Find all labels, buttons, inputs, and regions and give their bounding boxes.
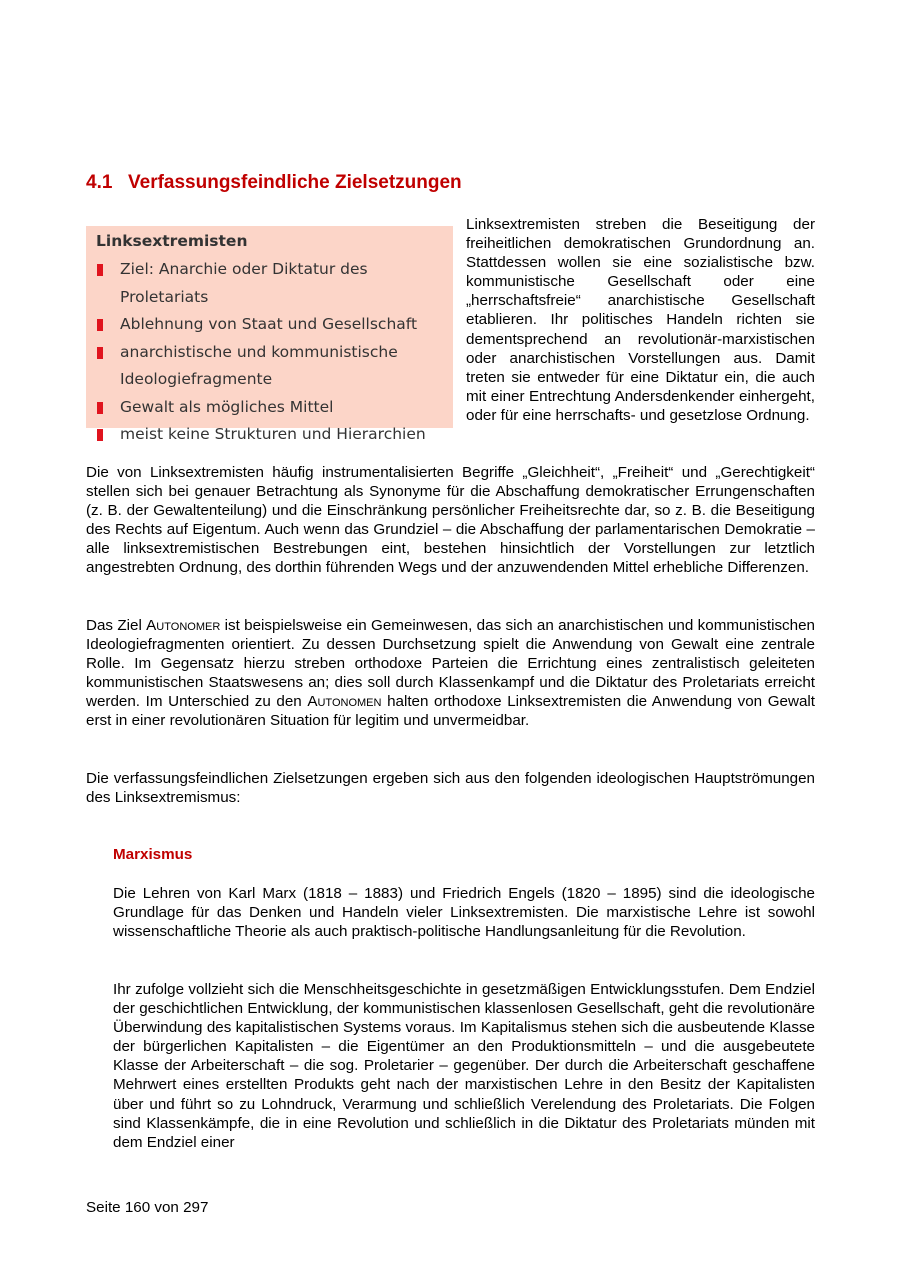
bullet-icon bbox=[97, 319, 103, 331]
bullet-icon bbox=[97, 429, 103, 441]
bullet-icon bbox=[97, 402, 103, 414]
body-paragraph-2: Das Ziel Autonomer ist beispielsweise ein Gemeinwesen, das sich an anarchistischen und kommunistischen Ideologiefragmenten orientiert. Zu dessen Durchsetzung spielt die Anwendung von Gewalt eine zentrale Rolle. Im Gegensatz hierzu streben orthodoxe Parteien die Errichtung eines zentralistisch geleiteten kommunistischen Staatswesens an; dies soll durch Klassenkampf und die Diktatur des Proletariats erreicht werden. Im Unterschied zu den Autonomen halten orthodoxe Linksextremisten die Anwendung von Gewalt erst in einer revolutionären Situation für legitim und unvermeidbar. bbox=[86, 617, 816, 730]
summary-item: meist keine Strukturen und Hierarchien bbox=[96, 421, 443, 449]
summary-list bbox=[96, 256, 443, 449]
body-paragraph-3: Die verfassungsfeindlichen Zielsetzungen ergeben sich aus den folgenden ideologischen Hauptströmungen des Linksextremismus: bbox=[86, 770, 815, 807]
marxismus-paragraph-1: Die Lehren von Karl Marx (1818 – 1883) und Friedrich Engels (1820 – 1895) sind die ideologische Grundlage für das Denken und Handeln vieler Linksextremisten. Die marxistische Lehre ist sowohl wissenschaftliche Theorie als auch praktisch-politische Handlungsanleitung für die Revolution. bbox=[113, 885, 815, 941]
marxismus-heading: Marxismus bbox=[113, 846, 193, 863]
term-autonomen: Autonomen bbox=[307, 693, 382, 711]
section-number: 4.1 bbox=[86, 172, 113, 193]
summary-box-title: Linksextremisten bbox=[96, 232, 248, 250]
summary-item: Ablehnung von Staat und Gesellschaft bbox=[96, 311, 443, 339]
page-footer: Seite 160 von 297 bbox=[86, 1199, 209, 1216]
bullet-icon bbox=[97, 264, 103, 276]
summary-item: Gewalt als mögliches Mittel bbox=[96, 394, 443, 422]
term-autonomer: Autonomer bbox=[146, 617, 221, 634]
intro-paragraph: Linksextremisten streben die Beseitigung der freiheitlichen demokratischen Grundordnung an. Stattdessen wollen sie eine sozialistische bzw. kommunistische Gesellschaft oder eine „herrschaftsfreie“ anarchistische Gesellschaft etablieren. Ihr politisches Handeln richten sie dementsprechend an revolutionär-marxistischen oder anarchistischen Vorstellungen aus. Damit treten sie entweder für eine Diktatur ein, die auch mit einer Entrechtung Andersdenkender einhergeht, oder für eine herrschafts- und gesetzlose Ordnung. bbox=[466, 216, 815, 424]
marxismus-paragraph-2: Ihr zufolge vollzieht sich die Menschheitsgeschichte in gesetzmäßigen Entwicklungsstufen. Dem Endziel der geschichtlichen Entwicklung, der kommunistischen klassenlosen Gesellschaft, geht die revolutionäre Überwindung des kapitalistischen Systems voraus. Im Kapitalismus stehen sich die ausbeutende Klasse der bürgerlichen Kapitalisten – die Eigentümer an den Produktionsmitteln – und die ausgebeutete Klasse der Arbeiterschaft – die sog. Proletarier – gegenüber. Der durch die Arbeiterschaft geschaffene Mehrwert eines erstellten Produkts geht nach der marxistischen Lehre in den Besitz der Kapitalisten über und führt so zu Lohndruck, Verarmung und schließlich Verelendung des Proletariats. Die Folgen sind Klassenkämpfe, die in eine Revolution und schließlich in die Diktatur des Proletariats münden mit dem Endziel einer bbox=[113, 981, 815, 1151]
summary-item: anarchistische und kommunistische Ideologiefragmente bbox=[96, 339, 443, 394]
body-paragraph-1: Die von Linksextremisten häufig instrumentalisierten Begriffe „Gleichheit“, „Freiheit“ und „Gerechtigkeit“ stellen sich bei genauer Betrachtung als Synonyme für die Abschaffung demokratischer Errungenschaften (z. B. der Gewaltenteilung) und die Einschränkung persönlicher Freiheitsrechte dar, so z. B. die Beseitigung des Rechts auf Eigentum. Auch wenn das Grundziel – die Abschaffung der parlamentarischen Demokratie – alle linksextremistischen Bestrebungen eint, bestehen hinsichtlich der Vorstellungen zur letztlich angestrebten Ordnung, des dorthin führenden Wegs und der anzuwendenden Mittel erhebliche Differenzen. bbox=[86, 464, 815, 577]
bullet-icon bbox=[97, 347, 103, 359]
section-title: Verfassungsfeindliche Zielsetzungen bbox=[128, 172, 462, 193]
summary-box bbox=[86, 226, 453, 443]
section-heading bbox=[86, 172, 462, 194]
summary-item: Ziel: Anarchie oder Diktatur des Proletariats bbox=[96, 256, 443, 311]
